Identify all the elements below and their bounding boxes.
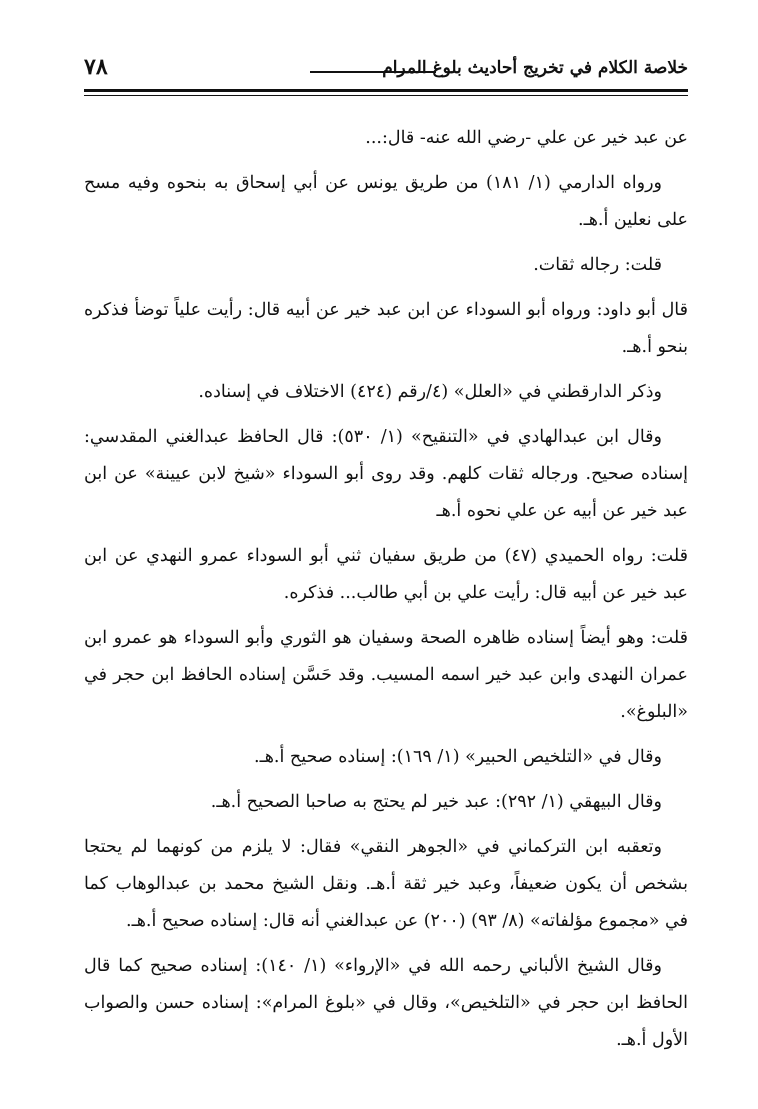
paragraph: قال أبو داود: ورواه أبو السوداء عن ابن عبد خير عن أبيه قال: رأيت علياً توضأ فذكره بنحو أ.هـ. xyxy=(84,300,688,357)
paragraph: وذكر الدارقطني في «العلل» (٤/رقم (٤٢٤) الاختلاف في إسناده. xyxy=(198,382,662,402)
paragraph: وتعقبه ابن التركماني في «الجوهر النقي» فقال: لا يلزم من كونهما لم يحتجا بشخص أن يكون ضعيفاً، وعبد خير ثقة أ.هـ. ونقل الشيخ محمد بن عبدالوهاب كما في «مجموع مؤلفاته» (٨/ ٩٣) (٢٠٠) عن عبدالغني أنه قال: إسناده صحيح أ.هـ. xyxy=(84,837,688,931)
paragraph: عن عبد خير عن علي -رضي الله عنه- قال:... xyxy=(365,128,688,148)
page-number: ٧٨ xyxy=(84,54,108,80)
paragraph: وقال في «التلخيص الحبير» (١/ ١٦٩): إسناده صحيح أ.هـ. xyxy=(254,747,662,767)
header-rule-thick xyxy=(84,89,688,92)
running-title: خلاصة الكلام في تخريج أحاديث بلوغ المرام xyxy=(382,58,688,78)
paragraph: وقال الشيخ الألباني رحمه الله في «الإرواء» (١/ ١٤٠): إسناده صحيح كما قال الحافظ ابن حجر في «التلخيص»، وقال في «بلوغ المرام»: إسناده حسن والصواب الأول أ.هـ. xyxy=(84,956,688,1050)
paragraph: قلت: رجاله ثقات. xyxy=(533,255,662,275)
page-body xyxy=(84,120,688,1067)
paragraph: قلت: وهو أيضاً إسناده ظاهره الصحة وسفيان هو الثوري وأبو السوداء هو عمرو ابن عمران النهدى وابن عبد خير اسمه المسيب. وقد حَسَّن إسناده الحافظ ابن حجر في «البلوغ». xyxy=(84,628,688,722)
paragraph: قلت: رواه الحميدي (٤٧) من طريق سفيان ثني أبو السوداء عمرو النهدي عن ابن عبد خير عن أبيه قال: رأيت علي بن أبي طالب... فذكره. xyxy=(84,546,688,603)
header-rule-thin xyxy=(84,95,688,96)
paragraph: ورواه الدارمي (١/ ١٨١) من طريق يونس عن أبي إسحاق به بنحوه وفيه مسح على نعلين أ.هـ. xyxy=(84,173,688,230)
page-header xyxy=(84,44,688,100)
paragraph: وقال البيهقي (١/ ٢٩٢): عبد خير لم يحتج به صاحبا الصحيح أ.هـ. xyxy=(210,792,662,812)
paragraph: وقال ابن عبدالهادي في «التنقيح» (١/ ٥٣٠): قال الحافظ عبدالغني المقدسي: إسناده صحيح. ورجاله ثقات كلهم. وقد روى أبو السوداء «شيخ لابن عيينة» عن ابن عبد خير عن أبيه عن علي نحوه أ.هـ xyxy=(84,427,688,521)
